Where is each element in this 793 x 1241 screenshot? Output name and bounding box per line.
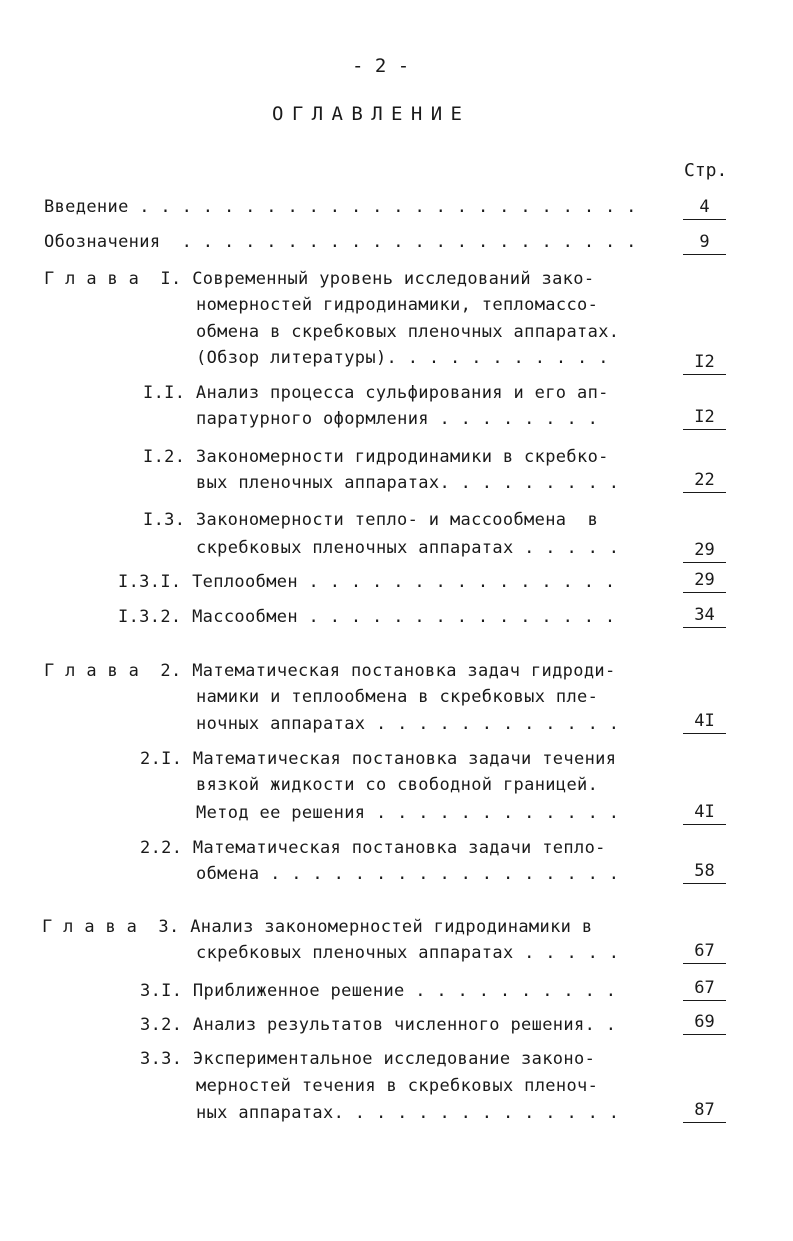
toc-section-3-3-cont-2: ных аппаратах. . . . . . . . . . . . . . <box>196 1103 620 1123</box>
toc-page-number: 69 <box>683 1014 726 1035</box>
toc-page-number: 87 <box>683 1102 726 1123</box>
toc-page-number: 4 <box>683 199 726 220</box>
toc-page-number: 4I <box>683 713 726 734</box>
toc-entry-introduction: Введение . . . . . . . . . . . . . . . . . . . . . . . . <box>44 197 637 217</box>
toc-section-1-3-1: I.3.I. Теплообмен . . . . . . . . . . . . . . . <box>118 572 616 592</box>
toc-section-1-1-cont: паратурного оформления . . . . . . . . <box>196 409 599 429</box>
toc-section-3-2: 3.2. Анализ результатов численного решения. . <box>140 1015 617 1035</box>
toc-section-1-3: I.3. Закономерности тепло- и массообмена в <box>143 510 599 530</box>
toc-chapter-3: Г л а в а 3. Анализ закономерностей гидродинамики в <box>42 917 593 937</box>
toc-title: ОГЛАВЛЕНИЕ <box>272 103 471 125</box>
toc-section-1-2: I.2. Закономерности гидродинамики в скребко- <box>143 447 609 467</box>
toc-chapter-2-cont-1: намики и теплообмена в скребковых пле- <box>196 687 599 707</box>
toc-section-2-1-cont-1: вязкой жидкости со свободной границей. <box>196 775 599 795</box>
toc-section-1-3-2: I.3.2. Массообмен . . . . . . . . . . . . . . . <box>118 607 616 627</box>
toc-page-number: 29 <box>683 542 726 563</box>
toc-section-2-2-cont: обмена . . . . . . . . . . . . . . . . . <box>196 864 620 884</box>
toc-page-number: 67 <box>683 943 726 964</box>
toc-section-3-1: 3.I. Приближенное решение . . . . . . . . . . <box>140 981 617 1001</box>
toc-chapter-1-cont-3: (Обзор литературы). . . . . . . . . . . <box>196 348 609 368</box>
page-column-label: Стр. <box>684 160 728 181</box>
toc-chapter-1: Г л а в а I. Современный уровень исследований зако- <box>44 269 595 289</box>
toc-page-number: 58 <box>683 863 726 884</box>
toc-page-number: 29 <box>683 572 726 593</box>
toc-section-1-2-cont: вых пленочных аппаратах. . . . . . . . . <box>196 473 620 493</box>
toc-page-number: I2 <box>683 354 726 375</box>
toc-chapter-1-cont-2: обмена в скребковых пленочных аппаратах. <box>196 322 620 342</box>
toc-section-3-3: 3.3. Экспериментальное исследование законо- <box>140 1049 596 1069</box>
toc-section-2-1-cont-2: Метод ее решения . . . . . . . . . . . . <box>196 803 620 823</box>
toc-page-number: 34 <box>683 607 726 628</box>
toc-page-number: I2 <box>683 409 726 430</box>
toc-page-number: 4I <box>683 804 726 825</box>
toc-section-3-3-cont-1: мерностей течения в скребковых пленоч- <box>196 1076 599 1096</box>
toc-chapter-3-cont: скребковых пленочных аппаратах . . . . . <box>196 943 620 963</box>
toc-chapter-1-cont-1: номерностей гидродинамики, тепломассо- <box>196 295 599 315</box>
toc-entry-notation: Обозначения . . . . . . . . . . . . . . . . . . . . . . <box>44 232 637 252</box>
toc-page-number: 67 <box>683 980 726 1001</box>
toc-section-2-2: 2.2. Математическая постановка задачи тепло- <box>140 838 606 858</box>
toc-chapter-2-cont-2: ночных аппаратах . . . . . . . . . . . . <box>196 714 620 734</box>
toc-section-2-1: 2.I. Математическая постановка задачи течения <box>140 749 617 769</box>
toc-page-number: 22 <box>683 472 726 493</box>
toc-page-number: 9 <box>683 234 726 255</box>
toc-chapter-2: Г л а в а 2. Математическая постановка задач гидроди- <box>44 661 616 681</box>
toc-section-1-3-cont: скребковых пленочных аппаратах . . . . . <box>196 538 620 558</box>
page-number: - 2 - <box>352 55 410 77</box>
toc-section-1-1: I.I. Анализ процесса сульфирования и его ап- <box>143 383 609 403</box>
